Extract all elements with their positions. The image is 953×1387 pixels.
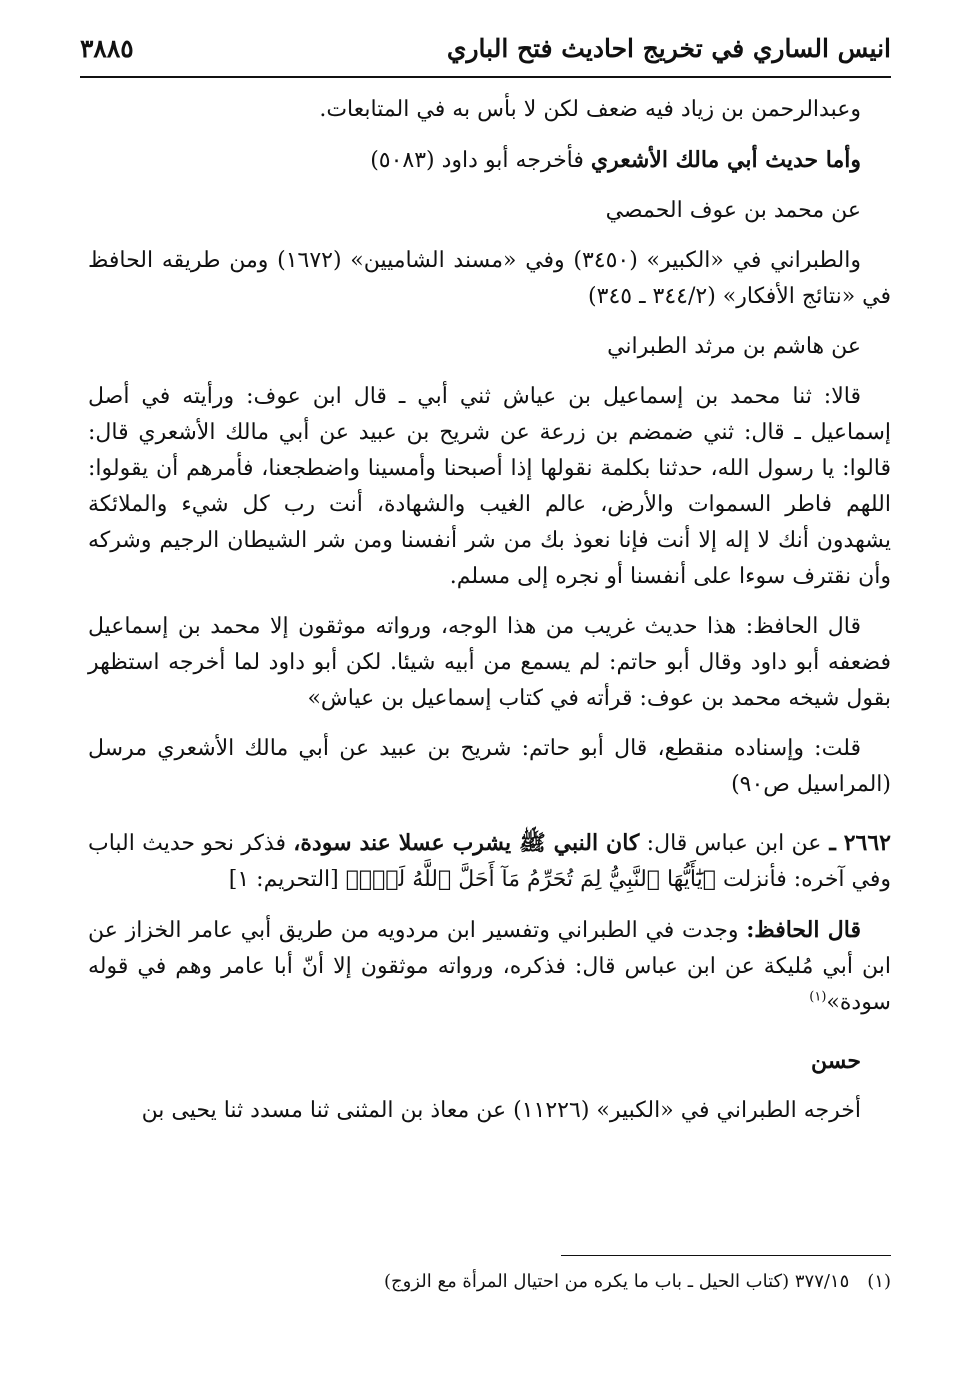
paragraph-10-text: وجدت في الطبراني وتفسير ابن مردويه من طريق أبي عامر الخزاز عن ابن أبي مُليكة عن ابن عباس قال: فذكره، ورواته موثقون إلا أنّ أبا عامر وهم في قوله سودة» <box>88 918 891 1015</box>
paragraph-2-text: فأخرجه أبو داود (٥٠٨٣) <box>370 148 591 173</box>
page-number: ٣٨٨٥ <box>80 34 134 63</box>
running-title: انيس الساري في تخريج احاديث فتح الباري <box>446 34 891 63</box>
paragraph-4: والطبراني في «الكبير» (٣٤٥٠) وفي «مسند الشاميين» (١٦٧٢) ومن طريقه الحافظ في «نتائج الأفكار» (٣٤٤/٢ ـ ٣٤٥) <box>88 248 891 309</box>
paragraph-3: عن محمد بن عوف الحمصي <box>605 198 861 223</box>
hadith-heading: وأما حديث أبي مالك الأشعري <box>590 147 861 173</box>
paragraph-8: قلت: وإسناده منقطع، قال أبو حاتم: شريح بن عبيد عن أبي مالك الأشعري مرسل (المراسيل ص٩٠) <box>88 736 891 797</box>
footnote-divider <box>561 1255 891 1256</box>
hadith-matn: كان النبي ﷺ يشرب عسلا عند سودة، <box>293 830 640 856</box>
hafiz-label: قال الحافظ: <box>746 917 861 943</box>
main-text <box>88 92 891 1129</box>
paragraph-2 <box>88 142 891 179</box>
hadith-2662 <box>88 825 891 898</box>
hadith-intro: عن ابن عباس قال: <box>639 831 822 856</box>
hadith-number: ٢٦٦٢ ـ <box>821 830 891 856</box>
paragraph-12: أخرجه الطبراني في «الكبير» (١١٢٢٦) عن معاذ بن المثنى ثنا مسدد ثنا يحيى بن <box>141 1098 861 1123</box>
footnote-ref[interactable]: (١) <box>809 989 827 1005</box>
footnote-number: (١) <box>867 1271 891 1292</box>
footnote <box>88 1268 891 1296</box>
grading-label: حسن <box>811 1048 861 1074</box>
page-header <box>80 24 891 74</box>
paragraph-5: عن هاشم بن مرثد الطبراني <box>607 334 861 359</box>
paragraph-6: قالا: ثنا محمد بن إسماعيل بن عياش ثني أبي ـ قال ابن عوف: ورأيته في أصل إسماعيل ـ قال: ثني ضمضم بن زرعة عن شريح بن عبيد عن أبي مالك الأشعري قال: قالوا: يا رسول الله، حدثنا بكلمة نقولها إذا أصبحنا وأمسينا واضطجعنا، فأمرهم أن يقولوا: اللهم فاطر السموات والأرض، عالم الغيب والشهادة، أنت رب كل شيء والملائكة يشهدون أنك لا إله إلا أنت فإنا نعوذ بك من شر أنفسنا ومن شر الشيطان الرجيم وشركه وأن نقترف سوءا على أنفسنا أو نجره إلى مسلم. <box>88 384 892 589</box>
paragraph-10 <box>88 912 891 1021</box>
footnote-text: ٣٧٧/١٥ (كتاب الحيل ـ باب ما يكره من احتيال المرأة مع الزوج) <box>384 1271 850 1292</box>
hadith-continuation: فذكر نحو حديث الباب وفي آخره: فأنزلت ﴿يَٰٓأَيُّهَا ٱلنَّبِيُّ لِمَ تُحَرِّمُ مَآ أَحَلَّ ٱللَّهُ لَكَۖ﴾ [التحريم: ١] <box>88 831 891 892</box>
header-divider <box>80 76 891 78</box>
paragraph-7: قال الحافظ: هذا حديث غريب من هذا الوجه، ورواته موثقون إلا محمد بن إسماعيل فضعفه أبو داود وقال أبو حاتم: لم يسمع من أبيه شيئا. لكن أبو داود لما أخرجه استظهر بقول شيخه محمد بن عوف: قرأته في كتاب إسماعيل بن عياش» <box>88 614 891 711</box>
paragraph-1: وعبدالرحمن بن زياد فيه ضعف لكن لا بأس به في المتابعات. <box>319 97 861 122</box>
